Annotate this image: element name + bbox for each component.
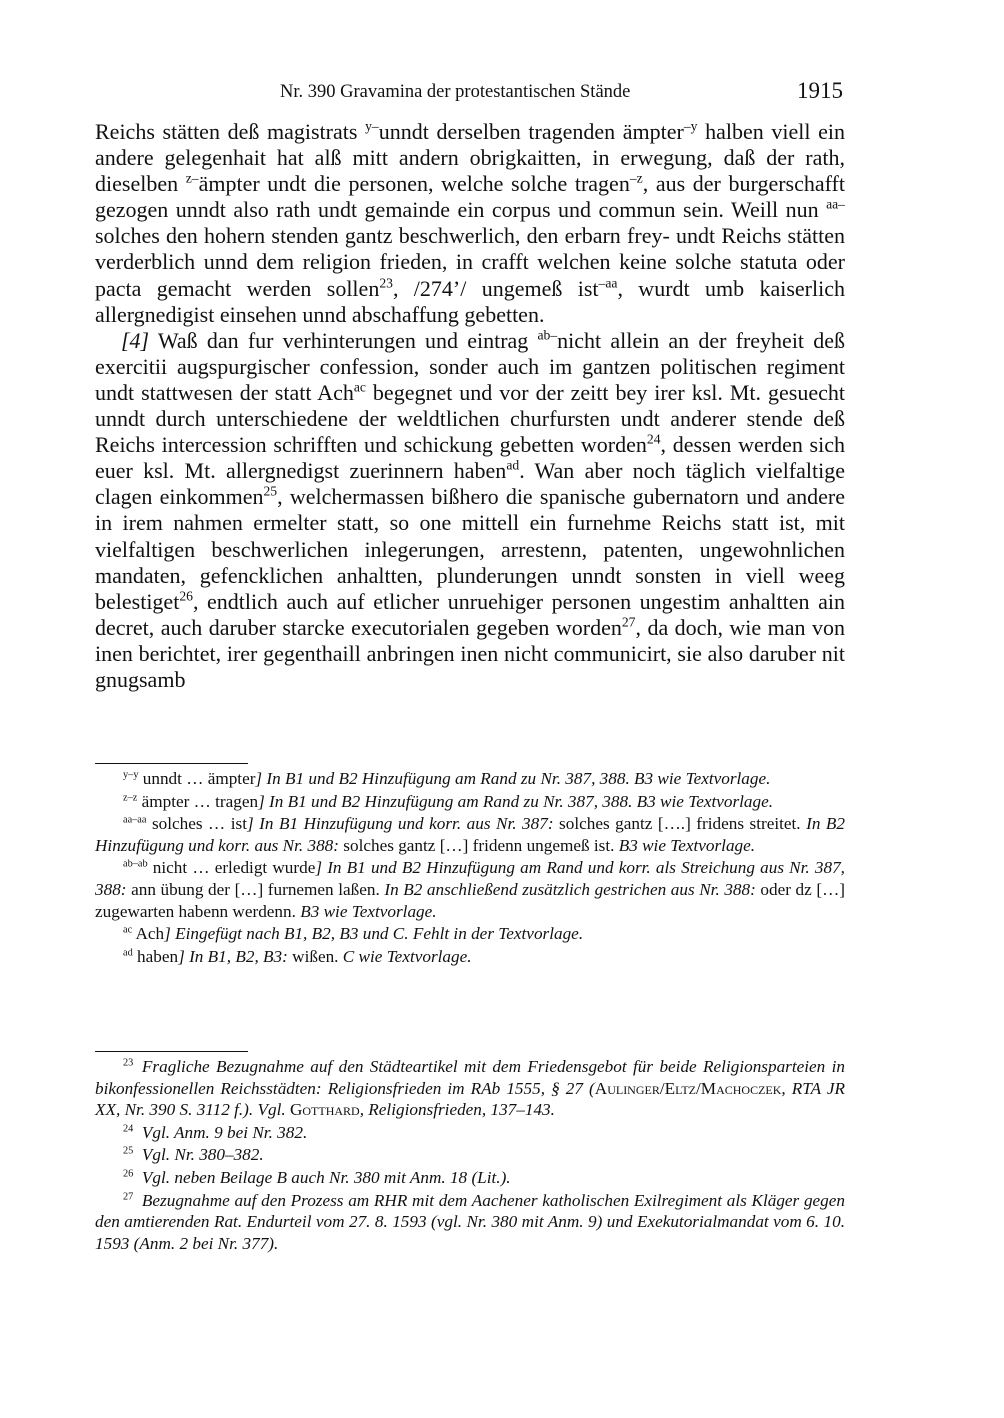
footnote <box>95 1122 845 1144</box>
footnote-ref: 23 <box>379 275 393 291</box>
text-run: ämpter undt die personen, welche solche tragen <box>198 171 630 197</box>
note-mark: aa–aa <box>123 814 147 826</box>
paragraph-1 <box>95 119 845 328</box>
apparatus-note <box>95 768 845 790</box>
apparatus-mark: ac <box>353 379 366 395</box>
apparatus-note <box>95 946 845 968</box>
note-text: Gotthard <box>289 1100 360 1120</box>
note-text: ] In B1 und B2 Hinzufügung am Rand und korr. als Streichung aus Nr. 387, 388: <box>95 858 845 899</box>
apparatus-mark: ad <box>506 457 520 473</box>
running-title: Nr. 390 Gravamina der protestantischen Stände <box>280 82 631 102</box>
text-run: , /274’/ ungemeß ist <box>392 275 599 301</box>
page-number: 1915 <box>797 78 843 103</box>
note-mark: y–y <box>123 769 139 781</box>
text-run: Waß dan fur verhinterungen und eintrag <box>149 327 538 353</box>
text-run: , welchermassen bißhero die spanische gubernatorn und andere in irem nahmen ermelter statt, so one mittell ein furnehme Reichs statt ist, mit vielfaltigen beschwerlichen inlegerungen, arrestenn, patenten, ungewohnlichen mandaten, gefencklichen anhaltten, plunderungen unndt sonsten in viell weeg belestiget <box>95 484 845 614</box>
apparatus-mark: –y <box>683 118 698 134</box>
footnote-ref: 24 <box>646 431 661 447</box>
apparatus-rule <box>95 763 248 764</box>
apparatus-mark: –z <box>629 170 643 186</box>
apparatus-note <box>95 791 845 813</box>
note-text: In B2 Hinzufügung und korr. aus Nr. 388: <box>95 814 845 855</box>
note-text: Vgl. Nr. 380–382. <box>141 1145 264 1165</box>
text-run: nicht allein an der freyheit deß exercitii augspurgischer confession, sonder auch im gantzen politischen regiment undt stattwesen der statt Ach <box>95 327 845 405</box>
note-text: ] Eingefügt nach B1, B2, B3 und C. Fehlt in der Textvorlage. <box>164 924 584 944</box>
apparatus-note <box>95 923 845 945</box>
apparatus-mark: –aa <box>598 275 618 291</box>
note-text: Vgl. Anm. 9 bei Nr. 382. <box>141 1122 308 1142</box>
note-text: Fragliche Bezugnahme auf den Städteartikel mit dem Friedensgebot für beide Religionsparteien in bikonfessionellen Reichsstädten: Religionsfrieden im RAb 1555, § 27 ( <box>95 1057 845 1098</box>
text-run: solches den hohern stenden gantz beschwerlich, den erbarn frey- undt Reichs stätten verderblich unnd dem religion frieden, in crafft welchen keine solche statuta oder pacta gemacht werden sollen <box>95 223 845 301</box>
note-mark: 25 <box>123 1145 134 1157</box>
text-run: , endtlich auch auf etlicher unruehiger personen ungestim anhaltten ain decret, auch daruber starcke executorialen gegeben worden <box>95 588 845 640</box>
note-text: B3 wie Textvorlage. <box>300 901 437 921</box>
note-text: solches … ist <box>146 814 247 834</box>
note-text: C wie Textvorlage. <box>342 946 472 966</box>
note-text: solches gantz [….] fridens streitet. <box>553 814 807 834</box>
note-text: B3 wie Textvorlage. <box>618 835 756 855</box>
note-text: ] In B1, B2, B3: <box>178 946 288 966</box>
text-run: unndt derselben tragenden ämpter <box>378 119 684 144</box>
note-text: Vgl. neben Beilage B auch Nr. 380 mit Anm. 18 (Lit.). <box>141 1167 511 1187</box>
text-run: Reichs stätten deß magistrats <box>95 119 366 144</box>
note-text: ] In B1 Hinzufügung und korr. aus Nr. 387: <box>246 814 554 834</box>
note-mark: 23 <box>123 1057 134 1069</box>
note-mark: ab–ab <box>123 858 148 870</box>
note-text: Bezugnahme auf den Prozess am RHR mit dem Aachener katholischen Exilregiment als Kläger gegen den amtierenden Rat. Endurteil vom 27. 8. 1593 (vgl. Nr. 380 mit Anm. 9) und Exekutorialmandat vom 6. 10. 1593 (Anm. 2 bei Nr. 377). <box>95 1190 845 1253</box>
footnote-rule <box>95 1051 248 1052</box>
text-run: , wurdt umb kaiserlich allergnedigist einsehen unnd abschaffung gebetten. <box>95 275 845 327</box>
note-text: ämpter … tragen <box>137 791 259 811</box>
note-text: Ach <box>132 924 165 944</box>
note-text: ] In B1 und B2 Hinzufügung am Rand zu Nr. 387, 388. B3 wie Textvorlage. <box>258 791 774 811</box>
note-text: unndt … ämpter <box>138 769 256 788</box>
note-mark: ad <box>123 947 133 959</box>
text-run: , aus der burgerschafft gezogen unndt also rath undt gemainde ein corpus und commun sein. Weill nun <box>95 171 845 223</box>
note-text: oder dz […] zugewarten habenn werdenn. <box>95 879 845 921</box>
note-mark: z–z <box>123 791 138 803</box>
textual-apparatus <box>95 768 845 967</box>
text-run: halben viell ein andere gelegenhait hat alß mitt andern obrigkaitten, in erwegung, daß der rath, dieselben <box>95 119 845 197</box>
note-text: In B2 anschließend zusätzlich gestrichen aus Nr. 388: <box>384 879 756 899</box>
text-run: , dessen werden sich euer ksl. Mt. allergnedigst zuerinnern haben <box>95 432 845 484</box>
text-run: . Wan aber noch täglich vielfaltige clagen einkommen <box>95 458 845 510</box>
apparatus-mark: aa– <box>826 196 845 212</box>
note-text: , Religionsfrieden, 137–143. <box>359 1100 555 1120</box>
paragraph-2 <box>95 328 845 693</box>
note-text: wißen. <box>287 946 343 966</box>
note-mark: 24 <box>123 1123 134 1135</box>
note-text: ann übung der […] furnemen laßen. <box>126 879 385 899</box>
note-mark: ac <box>123 924 133 936</box>
note-text: solches gantz […] fridenn ungemeß ist. <box>339 835 619 855</box>
footnote <box>95 1056 845 1121</box>
footnote <box>95 1144 845 1166</box>
apparatus-mark: y– <box>365 118 379 134</box>
apparatus-note <box>95 813 845 856</box>
text-run: , da doch, wie man von inen berichtet, irer gegenthaill anbringen inen nicht communicirt, sie also daruber nit gnugsamb <box>95 614 846 692</box>
apparatus-mark: ab– <box>537 327 558 343</box>
apparatus-mark: z– <box>185 170 199 186</box>
note-text: nicht … erledigt wurde <box>147 858 316 878</box>
footnote <box>95 1167 845 1189</box>
note-text: , RTA JR XX, Nr. 390 S. 3112 f.). Vgl. <box>95 1078 845 1120</box>
note-mark: 26 <box>123 1168 134 1180</box>
main-text <box>95 119 845 693</box>
footnote-ref: 27 <box>621 614 636 630</box>
section-number: [4] <box>121 327 150 353</box>
note-text: haben <box>132 946 179 966</box>
page-header <box>95 78 845 108</box>
commentary-footnotes <box>95 1056 845 1254</box>
text-run: begegnet und vor der zeitt bey irer ksl. Mt. gesuecht unndt durch unterschiedene der weldtlichen churfursten undt anderer stende deß Reichs intercession schrifften und schickung gebetten worden <box>95 379 845 458</box>
apparatus-note <box>95 857 845 922</box>
footnote <box>95 1190 845 1255</box>
note-mark: 27 <box>123 1190 134 1202</box>
note-text: ] In B1 und B2 Hinzufügung am Rand zu Nr. 387, 388. B3 wie Textvorlage. <box>255 769 771 788</box>
footnote-ref: 25 <box>263 483 278 499</box>
footnote-ref: 26 <box>179 588 193 604</box>
note-text: Aulinger/Eltz/Machoczek <box>594 1078 782 1098</box>
